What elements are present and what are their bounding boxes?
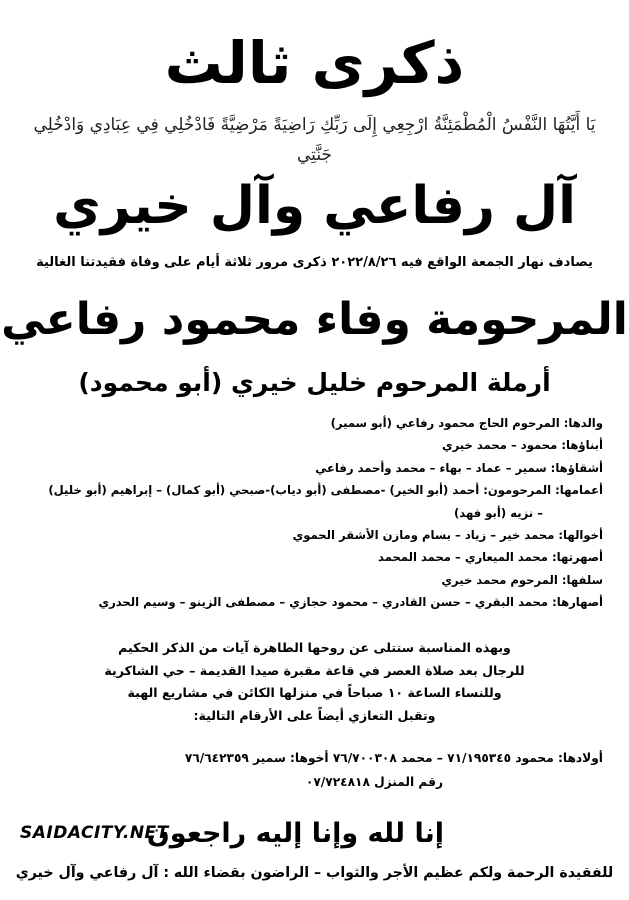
deceased-name: المرحومة وفاء محمود رفاعي bbox=[1, 294, 628, 345]
relative-sons-in-law: أصهارها: محمد البقري – حسن القادري – محمود حجازي – مصطفى الزينو – وسيم الحدري bbox=[98, 595, 603, 610]
relative-brothers: أشقاؤها: سمير – عماد – بهاء – محمد وأحمد رفاعي bbox=[315, 460, 603, 475]
relative-brother-in-law: سلفها: المرحوم محمد خيري bbox=[441, 572, 603, 587]
phone-numbers bbox=[10, 746, 603, 794]
intro-text: يصادف نهار الجمعة الواقع فيه ٢٠٢٢/٨/٢٦ ذكرى مرور ثلاثة أيام على وفاة فقيدتنا الغالية bbox=[36, 255, 593, 270]
note-line: وتقبل التعازي أيضاً على الأرقام التالية: bbox=[193, 707, 436, 723]
relative-uncles: أعمامها: المرحومون: أحمد (أبو الخير) -مصطفى (أبو دياب)-صبحي (أبو كمال) – إبراهيم (أبو خليل) bbox=[48, 483, 603, 498]
site-watermark: SAIDACITY.NET bbox=[20, 823, 169, 843]
relative-father: والدها: المرحوم الحاج محمود رفاعي (أبو سمير) bbox=[330, 416, 603, 430]
relative-maternal-uncles: أخوالها: محمد خير – زياد – بسام ومازن الأشقر الحموي bbox=[292, 528, 603, 543]
phone-line: أولادها: محمود ٧١/١٩٥٣٤٥ – محمد ٧٦/٧٠٠٣٠٨ أخوها: سمير ٧٦/٦٤٢٣٥٩ bbox=[184, 751, 603, 765]
inna-lillah: إنا لله وإنا إليه راجعون bbox=[146, 818, 444, 849]
ceremony-notes bbox=[40, 637, 589, 727]
note-line: وبهذه المناسبة ستتلى عن روحها الطاهرة آيات من الذكر الحكيم bbox=[118, 640, 511, 655]
relatives-list bbox=[20, 412, 603, 614]
note-line: وللنساء الساعة ١٠ صباحاً في منزلها الكائن في مشاريع الهبة bbox=[127, 685, 502, 700]
closing-line: للفقيدة الرحمة ولكم عظيم الأجر والثواب – الراضون بقضاء الله : آل رفاعي وآل خيري bbox=[15, 865, 614, 881]
relative-sons: أبناؤها: محمود – محمد خيري bbox=[441, 438, 603, 453]
family-names: آل رفاعي وآل خيري bbox=[53, 176, 576, 236]
widow-line: أرملة المرحوم خليل خيري (أبو محمود) bbox=[78, 368, 551, 397]
note-line: للرجال بعد صلاة العصر في قاعة مقبرة صيدا القديمة – حي الشاكرية bbox=[104, 662, 525, 678]
page-title: ذكرى ثالث bbox=[164, 29, 465, 97]
footer-line bbox=[0, 814, 629, 854]
quran-verse: يَا أَيَّتُهَا النَّفْسُ الْمُطْمَئِنَّةُ ارْجِعِي إِلَى رَبِّكِ رَاضِيَةً مَرْضِيَّةً فَادْخُلِي فِي عِبَادِي وَادْخُلِي جَنَّتِي bbox=[33, 115, 596, 165]
home-phone: رقم المنزل ٠٧/٧٢٤٨١٨ bbox=[305, 775, 443, 789]
relative-uncles-cont: – نزيه (أبو فهد) bbox=[454, 505, 543, 520]
relative-in-laws: أصهرتها: محمد الميعاري – محمد المحمد bbox=[378, 550, 603, 565]
